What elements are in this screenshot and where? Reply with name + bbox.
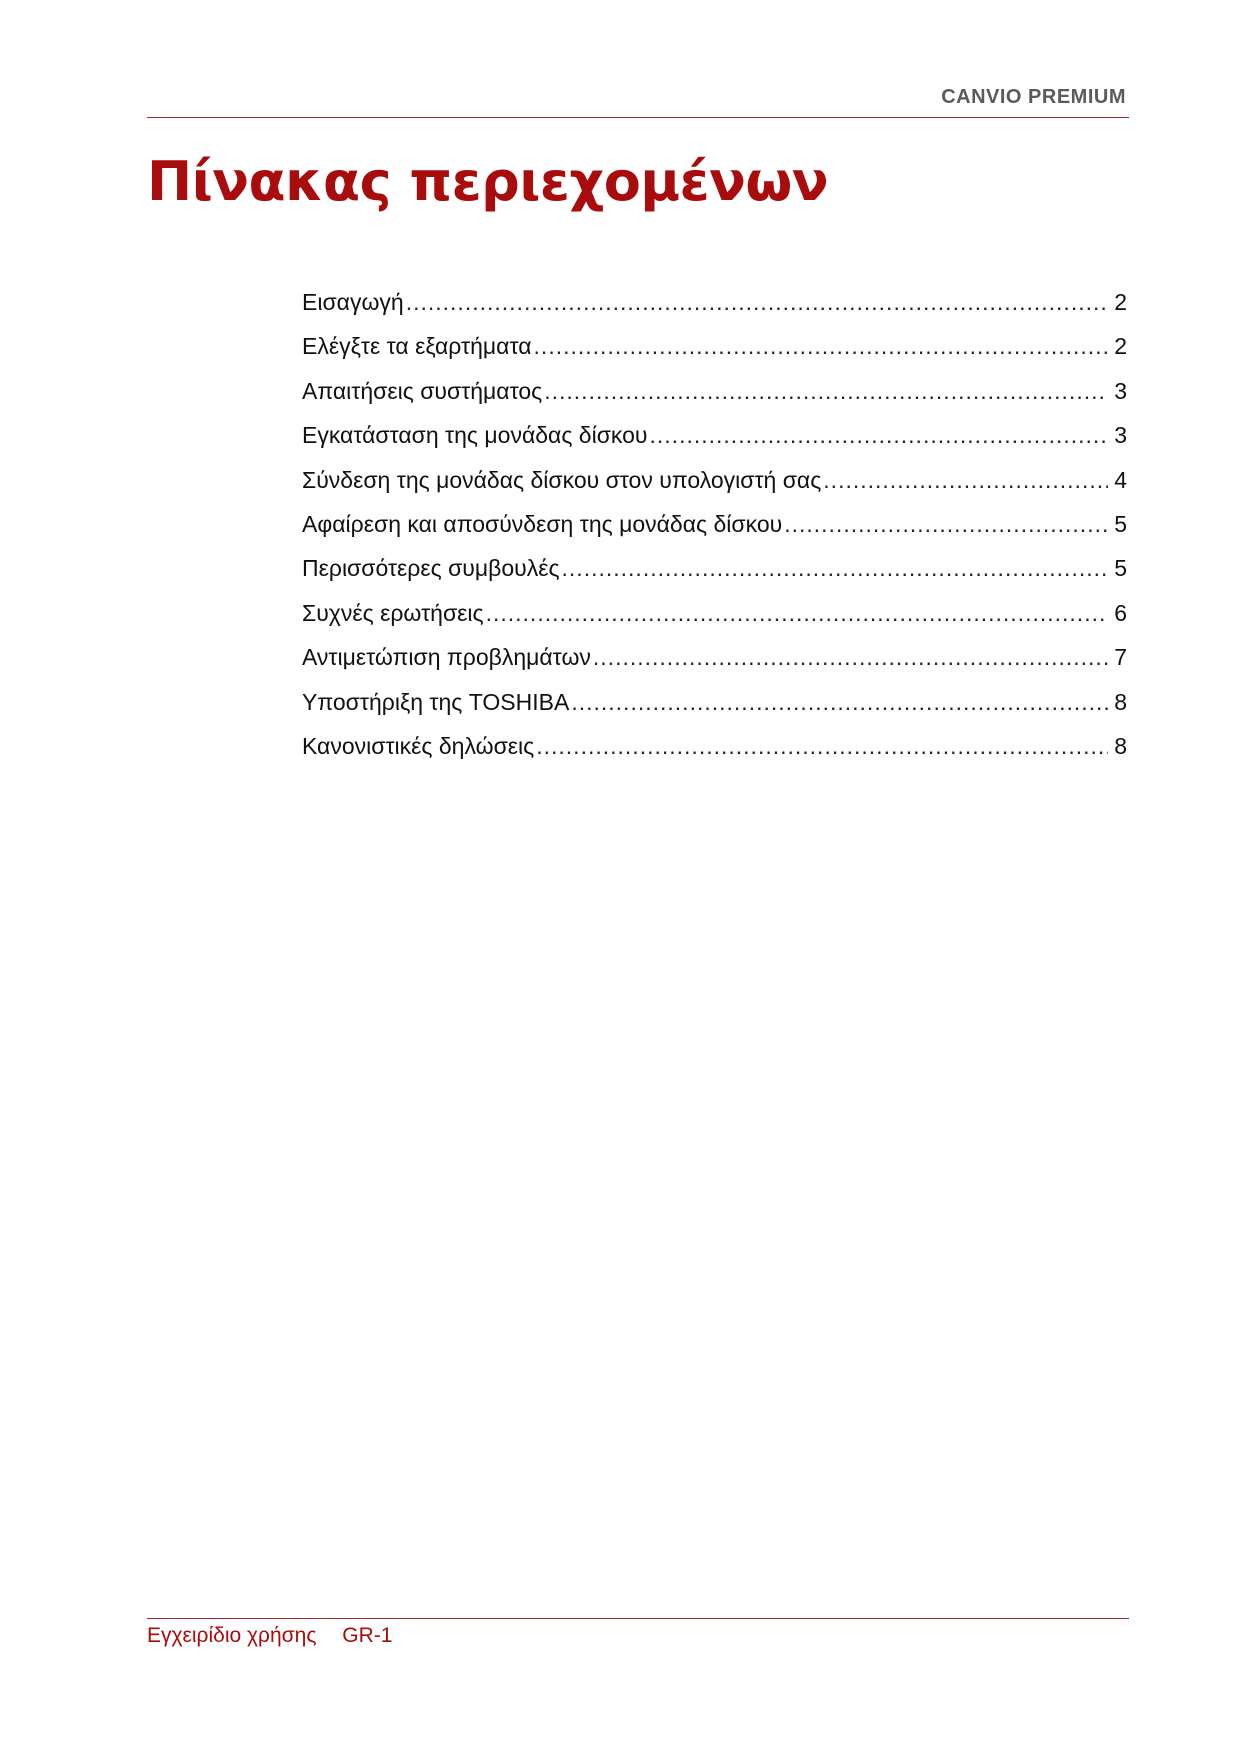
toc-entry-title: Αφαίρεση και αποσύνδεση της μονάδας δίσκου bbox=[302, 510, 783, 537]
page-footer bbox=[147, 1624, 392, 1648]
toc-entry[interactable] bbox=[302, 378, 1127, 422]
toc-entry[interactable] bbox=[302, 689, 1127, 733]
toc-leader-dots bbox=[571, 689, 1108, 716]
toc-entry-page: 8 bbox=[1114, 688, 1127, 715]
footer-divider bbox=[147, 1618, 1129, 1619]
toc-entry-title: Εγκατάσταση της μονάδας δίσκου bbox=[302, 422, 648, 449]
page-title: Πίνακας περιεχομένων bbox=[147, 150, 829, 213]
toc-entry-title: Υποστήριξη της TOSHIBA bbox=[302, 688, 570, 715]
toc-entry[interactable] bbox=[302, 467, 1127, 511]
toc-leader-dots bbox=[823, 467, 1108, 494]
toc-entry-page: 6 bbox=[1114, 599, 1127, 626]
toc-entry[interactable] bbox=[302, 289, 1127, 333]
toc-entry-page: 2 bbox=[1114, 289, 1127, 315]
toc-entry-page: 3 bbox=[1114, 377, 1127, 404]
toc-entry-page: 3 bbox=[1114, 422, 1127, 449]
toc-leader-dots bbox=[406, 289, 1109, 316]
toc-entry-title: Περισσότερες συμβουλές bbox=[302, 555, 560, 582]
toc-leader-dots bbox=[562, 555, 1109, 582]
toc-entry-title: Αντιμετώπιση προβλημάτων bbox=[302, 644, 591, 671]
header-divider bbox=[147, 117, 1129, 118]
toc-leader-dots bbox=[534, 333, 1109, 360]
toc-entry[interactable] bbox=[302, 511, 1127, 555]
toc-entry[interactable] bbox=[302, 333, 1127, 377]
toc-entry-title: Απαιτήσεις συστήματος bbox=[302, 377, 543, 404]
toc-entry-title: Συχνές ερωτήσεις bbox=[302, 599, 484, 626]
footer-manual-label: Εγχειρίδιο χρήσης bbox=[147, 1624, 317, 1647]
header-brand: CANVIO PREMIUM bbox=[941, 86, 1126, 108]
toc-entry-title: Σύνδεση της μονάδας δίσκου στον υπολογιστή σας bbox=[302, 466, 822, 493]
toc-entry[interactable] bbox=[302, 555, 1127, 599]
table-of-contents bbox=[302, 289, 1127, 777]
toc-entry-page: 4 bbox=[1114, 466, 1127, 493]
toc-entry-page: 5 bbox=[1114, 510, 1127, 537]
toc-leader-dots bbox=[593, 644, 1108, 671]
toc-entry-page: 2 bbox=[1114, 333, 1127, 360]
toc-entry[interactable] bbox=[302, 422, 1127, 466]
toc-entry-title: Ελέγξτε τα εξαρτήματα bbox=[302, 333, 532, 360]
footer-page-number: GR-1 bbox=[342, 1624, 393, 1647]
toc-entry[interactable] bbox=[302, 600, 1127, 644]
toc-entry-page: 8 bbox=[1114, 732, 1127, 759]
toc-leader-dots bbox=[536, 733, 1108, 760]
toc-entry[interactable] bbox=[302, 644, 1127, 688]
toc-leader-dots bbox=[784, 511, 1108, 538]
toc-leader-dots bbox=[544, 378, 1108, 405]
toc-entry[interactable] bbox=[302, 733, 1127, 777]
toc-leader-dots bbox=[650, 422, 1109, 449]
toc-entry-page: 7 bbox=[1114, 644, 1127, 671]
toc-entry-title: Εισαγωγή bbox=[302, 289, 404, 315]
toc-entry-page: 5 bbox=[1114, 555, 1127, 582]
toc-leader-dots bbox=[486, 600, 1109, 627]
toc-entry-title: Κανονιστικές δηλώσεις bbox=[302, 732, 535, 759]
